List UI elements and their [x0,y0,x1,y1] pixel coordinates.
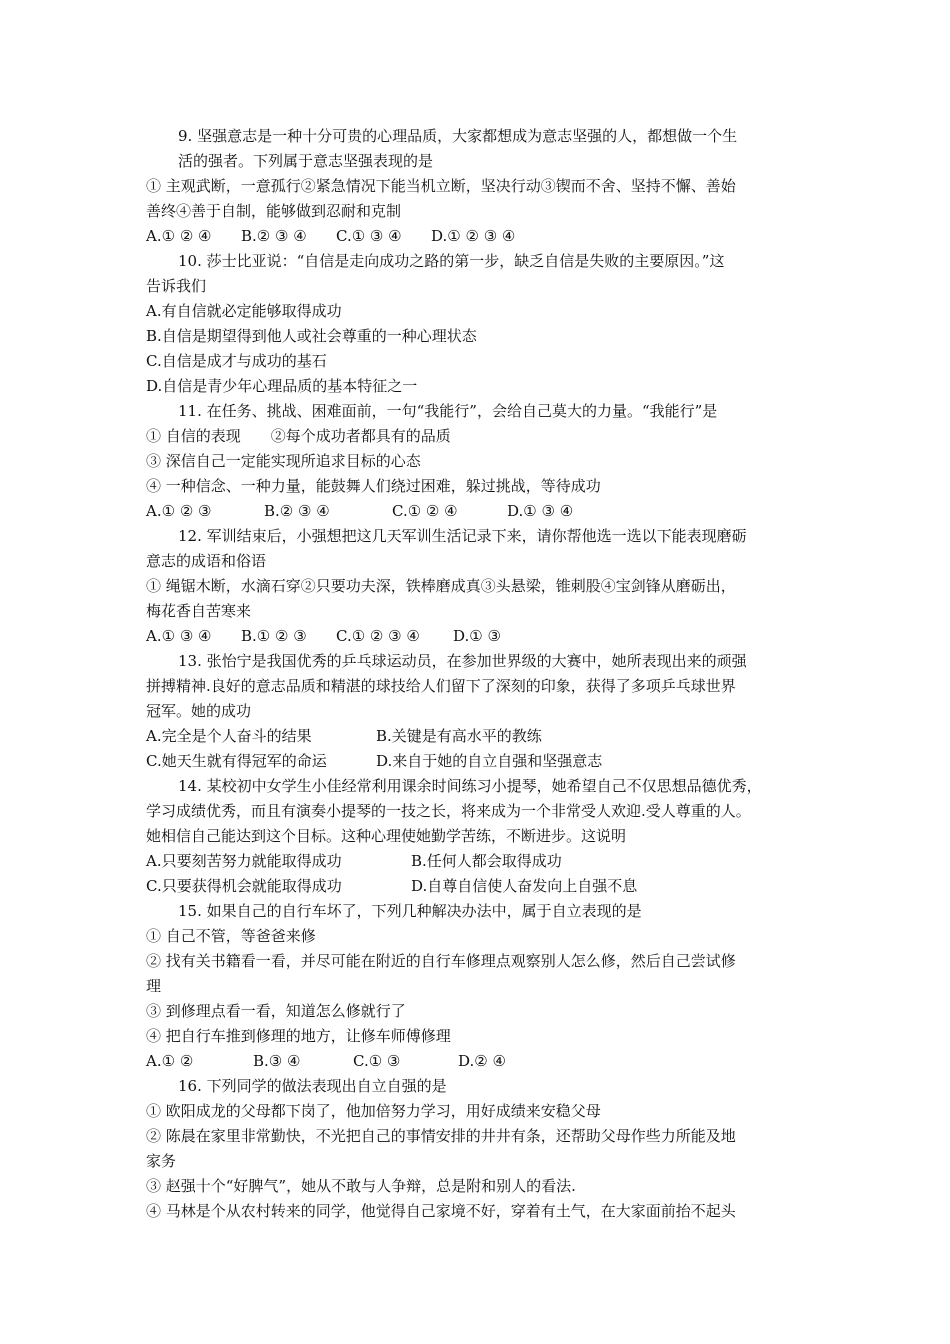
question-item: ③ 深信自己一定能实现所追求目标的心态 [146,452,421,470]
option-a: A.① ② [146,1052,194,1070]
question-stem: 学习成绩优秀，而且有演奏小提琴的一技之长，将来成为一个非常受人欢迎.受人尊重的人。 [146,802,751,820]
answer-options [146,849,812,874]
question-item: ③ 赵强十个“好脾气”，她从不敢与人争辩，总是附和别人的看法. [146,1177,576,1195]
option-c: C.自信是成才与成功的基石 [146,352,327,370]
option-c: C.① ② ④ [392,502,458,520]
question-item: 家务 [146,1152,177,1170]
option-d: D.来自于她的自立自强和坚强意志 [376,752,603,770]
document-page [146,124,812,1224]
answer-options [146,724,812,749]
question-10 [146,249,812,399]
question-item: ② 找有关书籍看一看，并尽可能在附近的自行车修理点观察别人怎么修，然后自己尝试修 [146,952,736,970]
option-a: A.只要刻苦努力就能取得成功 [146,852,342,870]
option-c: C.她天生就有得冠军的命运 [146,752,327,770]
question-16 [146,1074,812,1224]
question-item: ④ 马林是个从农村转来的同学，他觉得自己家境不好，穿着有土气，在大家面前抬不起头 [146,1202,736,1220]
option-c: C.① ② ③ ④ [336,627,420,645]
option-b: B.自信是期望得到他人或社会尊重的一种心理状态 [146,327,477,345]
question-item: 梅花香自苦寒来 [146,602,252,620]
question-item: ① 自信的表现 ②每个成功者都具有的品质 [146,427,451,445]
question-stem: 11. 在任务、挑战、困难面前，一句“我能行”，会给自己莫大的力量。“我能行”是 [178,402,718,420]
option-d: D.自信是青少年心理品质的基本特征之一 [146,377,418,395]
option-b: B.② ③ ④ [241,227,307,245]
question-13 [146,649,812,774]
question-14 [146,774,812,899]
option-a: A.① ② ③ [146,502,212,520]
option-d: D.② ④ [458,1052,506,1070]
question-item: ① 绳锯木断，水滴石穿②只要功夫深，铁棒磨成真③头悬梁，锥刺股④宝剑锋从磨砺出， [146,577,736,595]
question-12 [146,524,812,649]
option-a: A.① ② ④ [146,227,212,245]
option-a: A.有自信就必定能够取得成功 [146,302,342,320]
question-stem: 14. 某校初中女学生小佳经常利用课余时间练习小提琴，她希望自己不仅思想品德优秀， [178,777,762,795]
option-b: B.① ② ③ [241,627,307,645]
question-stem: 她相信自己能达到这个目标。这种心理使她勤学苦练，不断进步。这说明 [146,827,627,845]
question-stem: 9. 坚强意志是一种十分可贵的心理品质，大家都想成为意志坚强的人，都想做一个生 [178,127,738,145]
question-stem: 16. 下列同学的做法表现出自立自强的是 [178,1077,447,1095]
option-b: B.任何人都会取得成功 [411,852,562,870]
option-b: B.② ③ ④ [264,502,330,520]
option-c: C.① ③ ④ [336,227,402,245]
question-item: ① 自己不管，等爸爸来修 [146,927,316,945]
question-item: 善终④善于自制，能够做到忍耐和克制 [146,202,402,220]
question-stem: 活的强者。下列属于意志坚强表现的是 [178,152,434,170]
question-stem: 拼搏精神.良好的意志品质和精湛的球技给人们留下了深刻的印象，获得了多项乒乓球世界 [146,677,736,695]
answer-options [146,1049,812,1074]
option-d: D.① ③ ④ [507,502,574,520]
question-item: ① 主观武断，一意孤行②紧急情况下能当机立断，坚决行动③锲而不舍、坚持不懈、善始 [146,177,736,195]
question-stem: 13. 张怡宁是我国优秀的乒乓球运动员，在参加世界级的大赛中，她所表现出来的顽强 [178,652,747,670]
option-d: D.① ③ [453,627,501,645]
question-item: ④ 一种信念、一种力量，能鼓舞人们绕过困难，躲过挑战，等待成功 [146,477,601,495]
question-stem: 告诉我们 [146,277,207,295]
option-a: A.完全是个人奋斗的结果 [146,727,312,745]
question-11 [146,399,812,524]
option-d: D.自尊自信使人奋发向上自强不息 [411,877,638,895]
question-item: ③ 到修理点看一看，知道怎么修就行了 [146,1002,406,1020]
option-c: C.只要获得机会就能取得成功 [146,877,342,895]
option-a: A.① ③ ④ [146,627,212,645]
question-stem: 15. 如果自己的自行车坏了，下列几种解决办法中，属于自立表现的是 [178,902,642,920]
question-item: ① 欧阳成龙的父母都下岗了，他加倍努力学习，用好成绩来安稳父母 [146,1102,601,1120]
answer-options [146,224,812,249]
option-b: B.关键是有高水平的教练 [376,727,542,745]
option-b: B.③ ④ [253,1052,301,1070]
question-item: ④ 把自行车推到修理的地方，让修车师傅修理 [146,1027,451,1045]
question-stem: 意志的成语和俗语 [146,552,267,570]
question-stem: 10. 莎士比亚说：“自信是走向成功之路的第一步，缺乏自信是失败的主要原因。”这 [178,252,725,270]
question-item: ② 陈晨在家里非常勤快，不光把自己的事情安排的井井有条，还帮助父母作些力所能及地 [146,1127,736,1145]
answer-options [146,499,812,524]
question-15 [146,899,812,1074]
option-c: C.① ③ [353,1052,401,1070]
question-stem: 12. 军训结束后，小强想把这几天军训生活记录下来，请你帮他选一选以下能表现磨砺 [178,527,747,545]
option-d: D.① ② ③ ④ [431,227,516,245]
question-item: 理 [146,977,162,995]
answer-options [146,874,812,899]
answer-options [146,749,812,774]
answer-options [146,624,812,649]
question-9 [146,124,812,249]
question-stem: 冠军。她的成功 [146,702,252,720]
